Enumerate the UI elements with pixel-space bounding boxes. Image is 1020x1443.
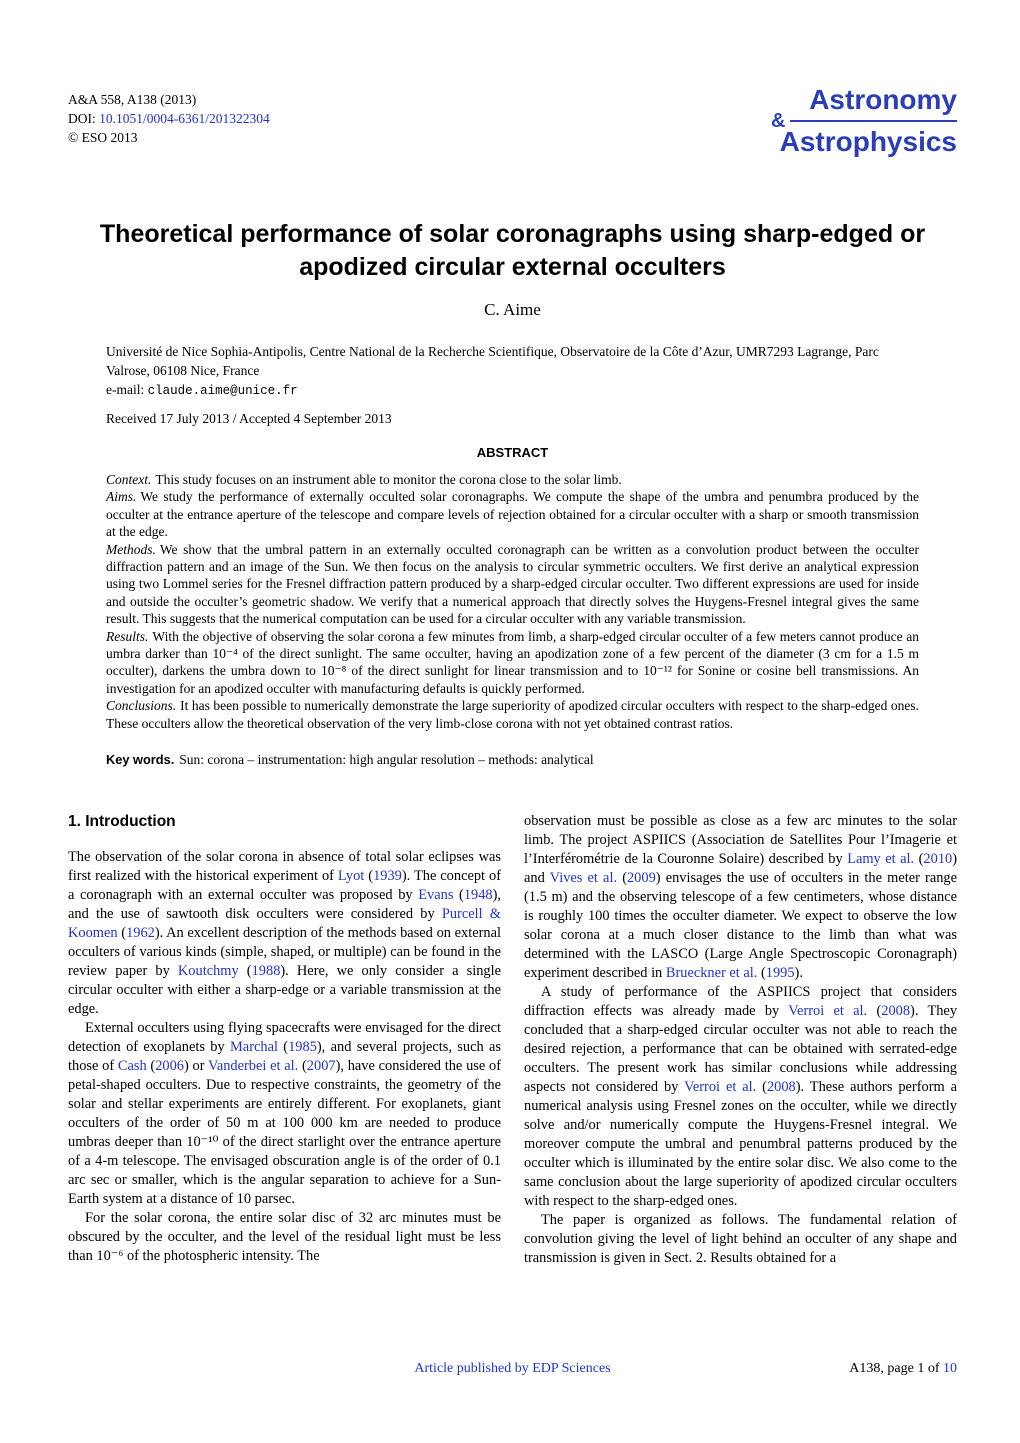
- logo-ampersand: &: [771, 110, 786, 132]
- last-page-link[interactable]: 10: [943, 1361, 957, 1376]
- page-number-info: [849, 1361, 957, 1377]
- citation-link[interactable]: Marchal: [230, 1039, 278, 1056]
- citation-link[interactable]: 2008: [766, 1079, 796, 1096]
- text-run: External occulters using flying spacecrafts were envisaged for the direct detection of exoplanets by: [68, 1020, 501, 1056]
- text-run: (: [914, 851, 924, 868]
- abstract-text: We study the performance of externally occulted solar coronagraphs. We compute the shape of the umbra and penumbra produced by the occulter at the entrance aperture of the telescope and compare levels of rejection obtained for a circular occulter with a sharp or smooth transmission at the edge.: [106, 489, 919, 540]
- abstract-paragraph-conclusions: [106, 697, 919, 732]
- citation-link[interactable]: 2010: [923, 851, 953, 868]
- citation-link[interactable]: Koutchmy: [177, 963, 239, 980]
- text-run: ) envisages the use of occulters in the meter range (1.5 m) and the observing telescope of a few centimeters, whose distance is roughly 100 times the occulter diameter. We expect to observe the low solar corona at a much closer distance to the limb than what was determined with the LASCO (Large Angle Spectroscopic Coronagraph) experiment described in: [524, 870, 957, 982]
- email-label: e-mail:: [106, 382, 148, 397]
- logo-rule: [790, 120, 957, 123]
- aa-journal-logo: [771, 86, 957, 156]
- text-run: (: [146, 1058, 156, 1075]
- text-run: (: [757, 965, 766, 982]
- text-run: (: [298, 1058, 307, 1075]
- abstract-label: Aims.: [106, 489, 137, 505]
- citation-link[interactable]: 1985: [288, 1039, 317, 1056]
- intro-paragraph-3: [68, 1209, 501, 1266]
- article-title: Theoretical performance of solar coronagraphs using sharp-edged or apodized circular external occulters: [99, 220, 926, 281]
- text-run: (: [617, 870, 627, 887]
- intro-paragraph-6: [524, 1211, 957, 1268]
- body-columns: [68, 812, 957, 1268]
- text-run: ) or: [184, 1058, 209, 1075]
- citation-link[interactable]: Lamy et al.: [847, 851, 915, 868]
- text-run: (: [277, 1039, 289, 1056]
- text-run: (: [453, 887, 464, 904]
- text-run: (: [238, 963, 252, 980]
- abstract-body: [106, 471, 919, 732]
- abstract-heading: ABSTRACT: [476, 445, 549, 460]
- citation-link[interactable]: Evans: [418, 887, 454, 904]
- text-run: ). The concept of a coronagraph with an external occulter was proposed by: [68, 868, 501, 904]
- text-run: A study of performance of the ASPIICS project that considers diffraction effects was already made by: [524, 984, 957, 1020]
- text-run: ), and several projects, such as those of: [68, 1039, 502, 1075]
- left-column: [68, 812, 501, 1268]
- edp-sciences-link[interactable]: Article published by EDP Sciences: [414, 1361, 611, 1376]
- citation-link[interactable]: 2007: [306, 1058, 336, 1075]
- citation-link[interactable]: 2006: [155, 1058, 184, 1075]
- author-name: C. Aime: [484, 300, 541, 319]
- abstract-label: Methods.: [106, 541, 156, 557]
- section-heading-introduction: 1. Introduction: [68, 813, 176, 831]
- citation-link[interactable]: 2008: [881, 1003, 911, 1020]
- text-run: ), have considered the use of petal-shaped occulters. Due to respective constraints, the geometry of the solar and stellar experiments are entirely different. For exoplanets, giant occulters of the order of 50 m at 100 000 km are needed to produce umbras deeper than 10⁻¹⁰ of the direct starlight over the entrance aperture of a 4-m telescope. The envisaged obscuration angle is of the order of 0.1 arc sec or smaller, which is the angular separation to achieve for a Sun-Earth system at a distance of 10 parsec.: [68, 1058, 501, 1208]
- citation-link[interactable]: 2009: [626, 870, 656, 887]
- text-run: For the solar corona, the entire solar disc of 32 arc minutes must be obscured by the occulter, and the level of the residual light must be less than 10⁻⁶ of the photospheric intensity. The: [68, 1210, 501, 1265]
- received-accepted-dates: Received 17 July 2013 / Accepted 4 September 2013: [106, 411, 392, 426]
- text-run: The paper is organized as follows. The fundamental relation of convolution giving the level of light behind an occulter of any shape and transmission is given in Sect. 2. Results obtained for a: [524, 1212, 957, 1267]
- abstract-label: Context.: [106, 472, 152, 487]
- text-run: ) and: [524, 851, 957, 887]
- header-info: [68, 90, 270, 147]
- abstract-text: It has been possible to numerically demonstrate the large superiority of apodized circular occulters with respect to the sharp-edged ones. These occulters allow the theoretical observation of the very limb-close corona with not yet obtained contrast ratios.: [106, 698, 919, 731]
- abstract-label: Results.: [106, 628, 149, 644]
- abstract-paragraph-methods: [106, 541, 919, 628]
- affiliation-text: Université de Nice Sophia-Antipolis, Centre National de la Recherche Scientifique, Observatoire de la Côte d’Azur, UMR7293 Lagrange, Parc Valrose, 06108 Nice, France: [106, 344, 879, 378]
- intro-paragraph-1: [68, 848, 501, 1019]
- intro-paragraph-5: [524, 983, 957, 1211]
- text-run: (: [756, 1079, 767, 1096]
- abstract-text: This study focuses on an instrument able to monitor the corona close to the solar limb.: [155, 472, 622, 487]
- page-header: [68, 84, 957, 157]
- text-run: (: [867, 1003, 882, 1020]
- text-run: ).: [794, 965, 803, 982]
- doi-line: [68, 109, 270, 128]
- citation-link[interactable]: Verroi et al.: [684, 1079, 757, 1096]
- text-run: The observation of the solar corona in absence of total solar eclipses was first realized with the historical experiment of: [68, 849, 501, 885]
- abstract-paragraph-results: [106, 628, 919, 698]
- citation-link[interactable]: 1995: [765, 965, 795, 982]
- citation-link[interactable]: Vanderbei et al.: [208, 1058, 299, 1075]
- doi-label: DOI:: [68, 111, 100, 126]
- keywords-text: Sun: corona – instrumentation: high angular resolution – methods: analytical: [179, 752, 594, 768]
- citation-link[interactable]: Brueckner et al.: [665, 965, 758, 982]
- text-run: ), and the use of sawtooth disk occulters were considered by: [68, 887, 502, 923]
- copyright-notice: © ESO 2013: [68, 130, 138, 145]
- abstract-label: Conclusions.: [106, 698, 177, 714]
- doi-link[interactable]: 10.1051/0004-6361/201322304: [99, 111, 270, 126]
- email-link[interactable]: claude.aime@unice.fr: [147, 384, 298, 398]
- text-run: ). An excellent description of the methods based on external occulters of various kinds (simple, shaped, or multiple) can be found in the review paper by: [68, 925, 501, 980]
- page-footer: [68, 1361, 957, 1377]
- text-run: observation must be possible as close as a few arc minutes to the solar limb. The project ASPIICS (Association de Satellites Pour l’Imagerie et l’Interférométrie de la Couronne Solaire) described by: [524, 813, 957, 868]
- abstract-text: With the objective of observing the solar corona a few minutes from limb, a sharp-edged circular occulter of a few meters cannot produce an umbra darker than 10⁻⁴ of the direct sunlight. The same occulter, having an apodization zone of a few percent of the diameter (3 cm for a 1.5 m occulter), darkens the umbra down to 10⁻⁸ of the direct sunlight for linear transmission and to 10⁻¹² for Sonine or cosine bell transmissions. An investigation for an apodized occulter with manufacturing defaults is quickly performed.: [106, 628, 919, 696]
- abstract-paragraph-context: [106, 471, 919, 488]
- text-run: ). These authors perform a numerical analysis using Fresnel zones on the occulter, while we directly solve and/or numerically compute the Huygens-Fresnel integral. We moreover compute the umbral and penumbral patterns produced by the occulter which is illuminated by the entire solar disc. We also come to the same conclusion about the large superiority of apodized circular occulters with respect to the sharp-edged ones.: [524, 1079, 958, 1210]
- text-run: ). Here, we only consider a single circular occulter with either a sharp-edge or a variable transmission at the edge.: [68, 963, 502, 1018]
- logo-astronomy-text: Astronomy: [809, 84, 957, 115]
- abstract-paragraph-aims: [106, 488, 919, 540]
- keywords-label: Key words.: [106, 752, 175, 768]
- citation-link[interactable]: Verroi et al.: [788, 1003, 868, 1020]
- keywords-line: [106, 752, 919, 768]
- citation-link[interactable]: 1962: [126, 925, 155, 942]
- journal-reference: A&A 558, A138 (2013): [68, 92, 197, 107]
- citation-link[interactable]: Vives et al.: [549, 870, 618, 887]
- text-run: (: [364, 868, 374, 885]
- text-run: ). They concluded that a sharp-edged circular occulter was not able to reach the desired rejection, a performance that can be obtained with serrated-edge occulters. The present work has similar conclusions while addressing aspects not considered by: [524, 1003, 958, 1096]
- citation-link[interactable]: 1988: [251, 963, 281, 980]
- text-run: (: [117, 925, 127, 942]
- intro-paragraph-4: [524, 812, 957, 983]
- intro-paragraph-2: [68, 1019, 501, 1209]
- logo-astrophysics-text: Astrophysics: [779, 126, 957, 157]
- citation-link[interactable]: 1948: [463, 887, 493, 904]
- citation-link[interactable]: Lyot: [337, 868, 365, 885]
- citation-link[interactable]: Purcell & Koomen: [68, 906, 501, 942]
- page-number-prefix: A138, page 1 of: [849, 1361, 943, 1376]
- affiliation-block: [106, 342, 919, 401]
- citation-link[interactable]: Cash: [117, 1058, 147, 1075]
- abstract-text: We show that the umbral pattern in an externally occulted coronagraph can be written as a convolution product between the occulter diffraction pattern and an image of the Sun. We then focus on the analysis to circular symmetric occulters. We first derive an analytical expression using two Lommel series for the Fresnel diffraction pattern produced by a sharp-edged circular occulter. Two different expressions are used for inside and outside the occulter’s geometric shadow. We verify that a numerical approach that directly solves the Huygens-Fresnel integral gives the same result. This suggests that the numerical computation can be used for a circular occulter with any variable transmission.: [106, 541, 919, 627]
- right-column: [524, 812, 957, 1268]
- citation-link[interactable]: 1939: [373, 868, 402, 885]
